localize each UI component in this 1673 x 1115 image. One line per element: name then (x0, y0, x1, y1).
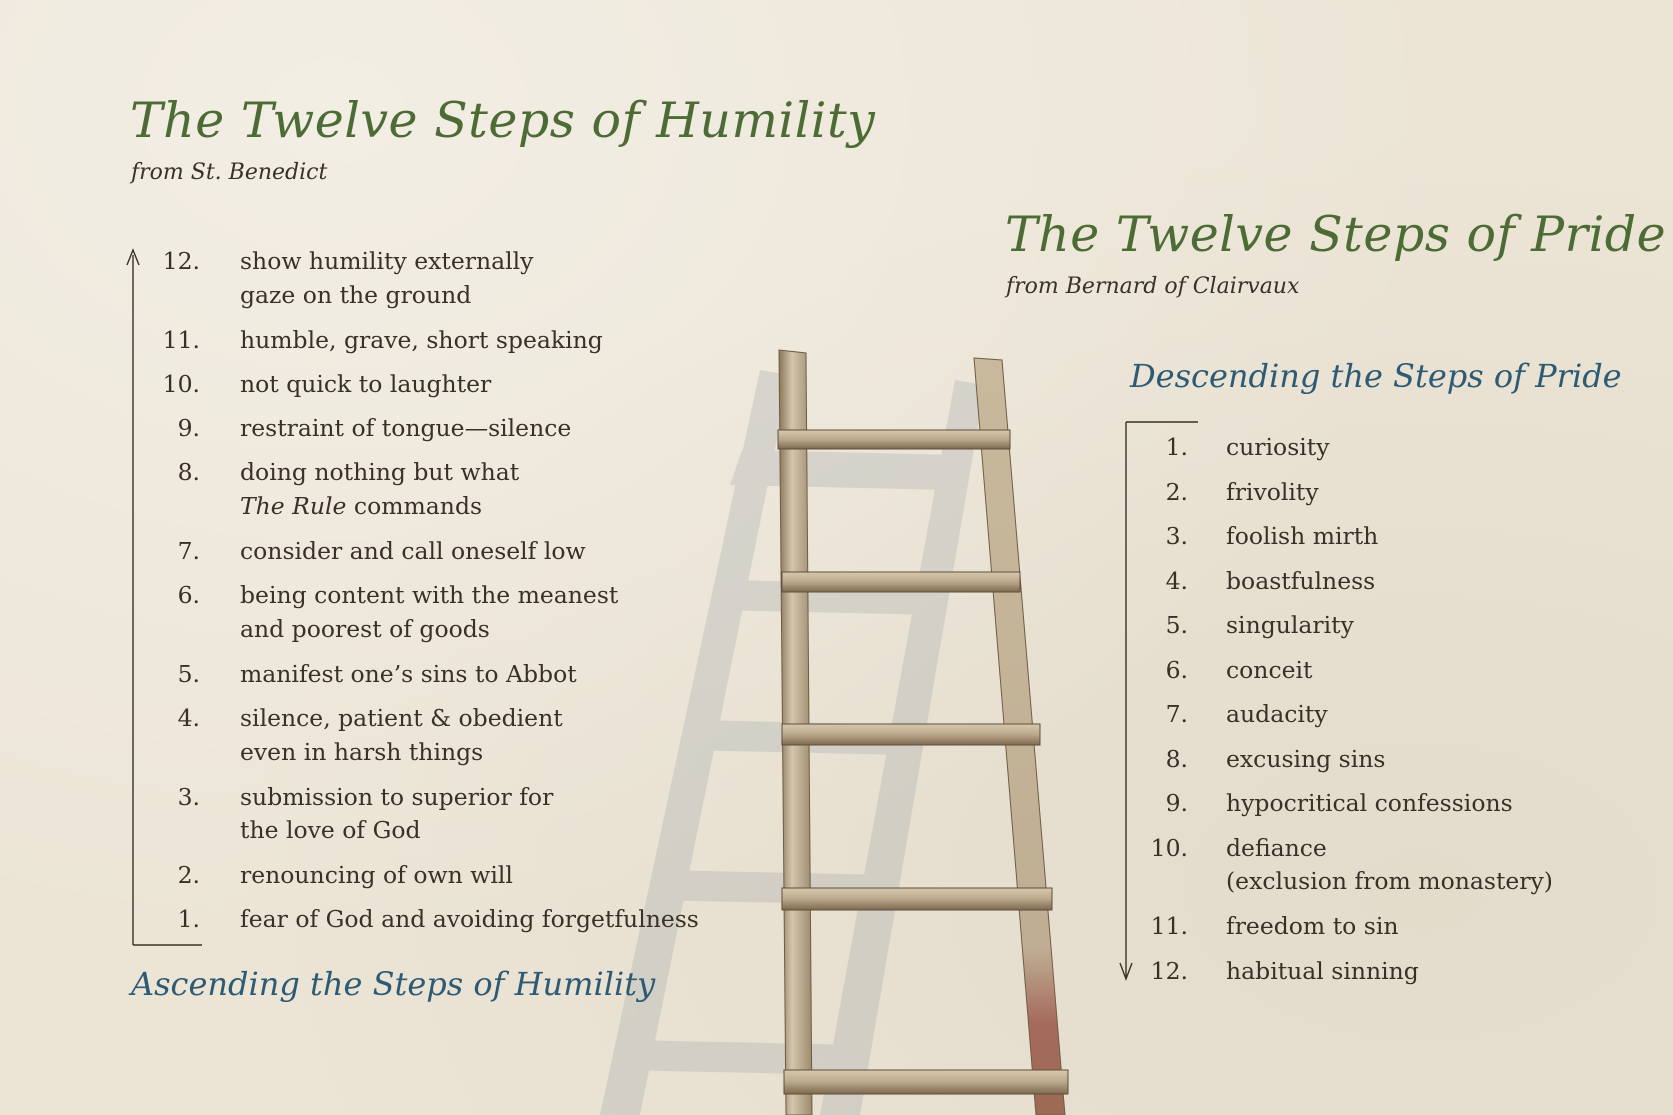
step-number: 12. (162, 247, 200, 275)
step-number: 11. (1150, 912, 1188, 940)
step-text-tail: commands (346, 492, 483, 520)
step-number: 10. (1150, 834, 1188, 862)
pride-subtitle: from Bernard of Clairvaux (1006, 274, 1300, 299)
step-text (240, 489, 482, 523)
step-text: restraint of tongue—silence (240, 414, 572, 442)
pride-title: The Twelve Steps of Pride (1005, 206, 1667, 263)
step-text: and poorest of goods (240, 615, 490, 643)
step-number: 6. (1165, 656, 1188, 684)
step-text: submission to superior for (240, 783, 554, 811)
humility-subtitle: from St. Benedict (131, 160, 328, 185)
step-number: 4. (177, 704, 200, 732)
step-number: 8. (1165, 745, 1188, 773)
step-text: audacity (1226, 700, 1328, 728)
step-text: habitual sinning (1226, 957, 1419, 985)
step-number: 6. (177, 581, 200, 609)
step-number: 9. (1165, 789, 1188, 817)
step-number: 1. (1165, 433, 1188, 461)
step-text: silence, patient & obedient (240, 704, 563, 732)
step-text: consider and call oneself low (240, 537, 586, 565)
step-number: 1. (177, 905, 200, 933)
step-text: even in harsh things (240, 738, 484, 766)
step-text: humble, grave, short speaking (240, 326, 603, 354)
pride-section-label: Descending the Steps of Pride (1130, 357, 1622, 395)
step-number: 2. (1165, 478, 1188, 506)
step-number: 10. (162, 370, 200, 398)
step-text: renouncing of own will (240, 861, 513, 889)
step-number: 3. (177, 783, 200, 811)
step-number: 5. (177, 660, 200, 688)
step-number: 8. (177, 458, 200, 486)
step-text: excusing sins (1226, 745, 1386, 773)
step-text: foolish mirth (1226, 522, 1379, 550)
step-text: freedom to sin (1226, 912, 1399, 940)
step-number: 7. (177, 537, 200, 565)
step-text: curiosity (1226, 433, 1330, 461)
step-text: doing nothing but what (240, 458, 520, 486)
step-text: gaze on the ground (240, 281, 472, 309)
step-text: boastfulness (1226, 567, 1376, 595)
step-text: hypocritical confessions (1226, 789, 1513, 817)
step-text: fear of God and avoiding forgetfulness (240, 905, 699, 933)
step-text: show humility externally (240, 247, 534, 275)
humility-section-label: Ascending the Steps of Humility (131, 965, 656, 1003)
step-text: manifest one’s sins to Abbot (240, 660, 577, 688)
step-text: being content with the meanest (240, 581, 619, 609)
step-text: defiance (1226, 834, 1327, 862)
step-number: 5. (1165, 611, 1188, 639)
humility-title: The Twelve Steps of Humility (130, 92, 876, 149)
step-number: 4. (1165, 567, 1188, 595)
step-text: (exclusion from monastery) (1226, 867, 1553, 895)
step-number: 3. (1165, 522, 1188, 550)
step-text: frivolity (1226, 478, 1319, 506)
step-number: 9. (177, 414, 200, 442)
step-text: singularity (1226, 611, 1354, 639)
step-text: not quick to laughter (240, 370, 492, 398)
step-number: 2. (177, 861, 200, 889)
step-number: 7. (1165, 700, 1188, 728)
rule-title: The Rule (240, 492, 347, 520)
step-number: 11. (162, 326, 200, 354)
step-text: the love of God (240, 816, 421, 844)
step-text: conceit (1226, 656, 1313, 684)
step-number: 12. (1150, 957, 1188, 985)
